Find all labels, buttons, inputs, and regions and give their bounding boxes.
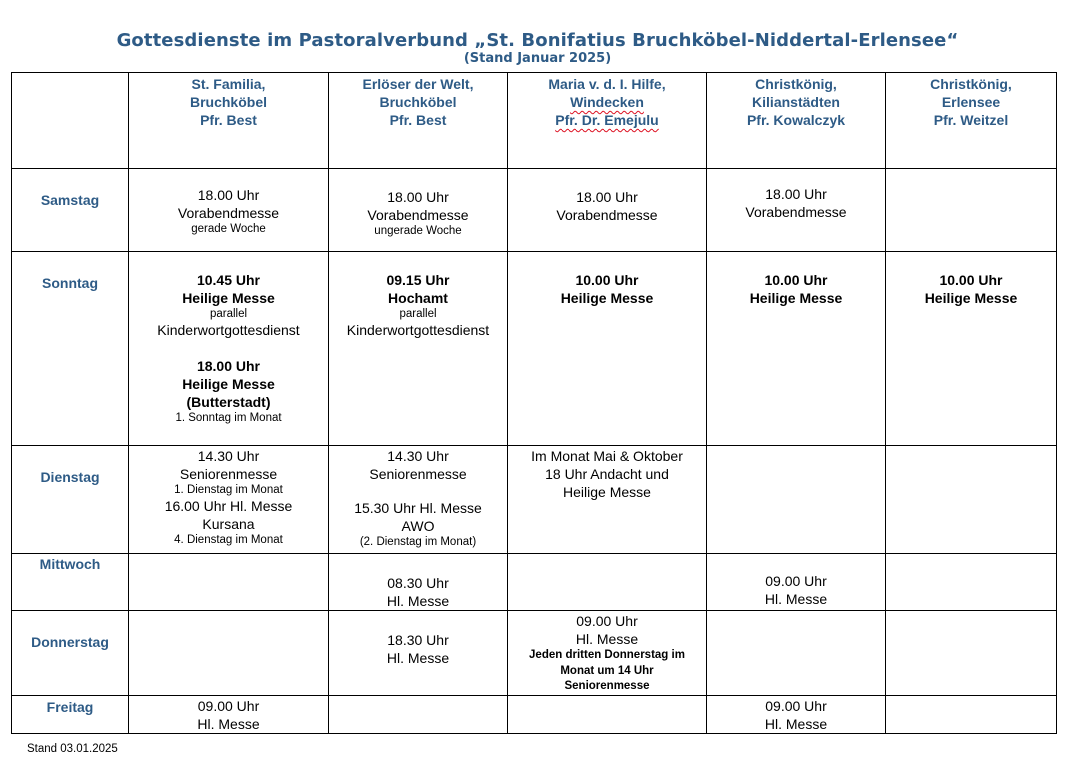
cell-mittwoch-erlensee [886,554,1057,611]
day-label-dienstag: Dienstag [12,446,129,554]
cell-donnerstag-maria: 09.00 Uhr Hl. Messe Jeden dritten Donnerstag im Monat um 14 Uhr Seniorenmesse [508,611,707,696]
cell-dienstag-st-familia: 14.30 Uhr Seniorenmesse 1. Dienstag im Monat 16.00 Uhr Hl. Messe Kursana 4. Dienstag im Monat [129,446,329,554]
cell-sonntag-erlensee: 10.00 Uhr Heilige Messe [886,252,1057,446]
cell-dienstag-maria: Im Monat Mai & Oktober 18 Uhr Andacht und Heilige Messe [508,446,707,554]
cell-freitag-st-familia: 09.00 Uhr Hl. Messe [129,695,329,733]
cell-samstag-maria: 18.00 Uhr Vorabendmesse [508,169,707,252]
spellcheck-word: Pfr. Dr. Emejulu [555,112,659,128]
cell-mittwoch-maria [508,554,707,611]
cell-freitag-erloeser [329,695,508,733]
column-header-christkoenig-erlensee: Christkönig, Erlensee Pfr. Weitzel [886,73,1057,169]
day-label-sonntag: Sonntag [12,252,129,446]
cell-sonntag-maria: 10.00 Uhr Heilige Messe [508,252,707,446]
row-sonntag [12,252,1057,446]
row-freitag [12,695,1057,733]
day-label-donnerstag: Donnerstag [12,611,129,696]
cell-mittwoch-st-familia [129,554,329,611]
row-donnerstag [12,611,1057,696]
header-corner [12,73,129,169]
cell-dienstag-kilianstaedten [707,446,886,554]
day-label-freitag: Freitag [12,695,129,733]
cell-mittwoch-erloeser: 08.30 Uhr Hl. Messe [329,554,508,611]
cell-donnerstag-erlensee [886,611,1057,696]
header-row [12,73,1057,169]
cell-donnerstag-kilianstaedten [707,611,886,696]
column-header-christkoenig-kilianstaedten: Christkönig, Kilianstädten Pfr. Kowalczyk [707,73,886,169]
cell-samstag-kilianstaedten: 18.00 Uhr Vorabendmesse [707,169,886,252]
document-subtitle: (Stand Januar 2025) [463,51,612,66]
cell-donnerstag-erloeser: 18.30 Uhr Hl. Messe [329,611,508,696]
day-label-samstag: Samstag [12,169,129,252]
cell-freitag-kilianstaedten: 09.00 Uhr Hl. Messe [707,695,886,733]
cell-mittwoch-kilianstaedten: 09.00 Uhr Hl. Messe [707,554,886,611]
cell-samstag-st-familia: 18.00 Uhr Vorabendmesse gerade Woche [129,169,329,252]
cell-donnerstag-st-familia [129,611,329,696]
row-dienstag [12,446,1057,554]
row-mittwoch [12,554,1057,611]
cell-freitag-erlensee [886,695,1057,733]
footer-date: Stand 03.01.2025 [27,743,118,755]
spellcheck-word: Windecken [570,94,644,110]
column-header-maria: Maria v. d. I. Hilfe, Windecken Pfr. Dr. Emejulu [508,73,707,169]
column-header-erloeser: Erlöser der Welt, Bruchköbel Pfr. Best [329,73,508,169]
cell-samstag-erlensee [886,169,1057,252]
cell-sonntag-st-familia: 10.45 Uhr Heilige Messe parallel Kinderwortgottesdienst 18.00 Uhr Heilige Messe (Butterstadt) 1. Sonntag im Monat [129,252,329,446]
day-label-mittwoch: Mittwoch [12,554,129,611]
cell-freitag-maria [508,695,707,733]
cell-dienstag-erlensee [886,446,1057,554]
cell-dienstag-erloeser: 14.30 Uhr Seniorenmesse 15.30 Uhr Hl. Messe AWO (2. Dienstag im Monat) [329,446,508,554]
cell-samstag-erloeser: 18.00 Uhr Vorabendmesse ungerade Woche [329,169,508,252]
schedule-table [11,72,1057,734]
document-title: Gottesdienste im Pastoralverbund „St. Bonifatius Bruchköbel-Niddertal-Erlensee“ [116,30,959,51]
cell-sonntag-erloeser: 09.15 Uhr Hochamt parallel Kinderwortgottesdienst [329,252,508,446]
column-header-st-familia: St. Familia, Bruchköbel Pfr. Best [129,73,329,169]
cell-sonntag-kilianstaedten: 10.00 Uhr Heilige Messe [707,252,886,446]
row-samstag [12,169,1057,252]
